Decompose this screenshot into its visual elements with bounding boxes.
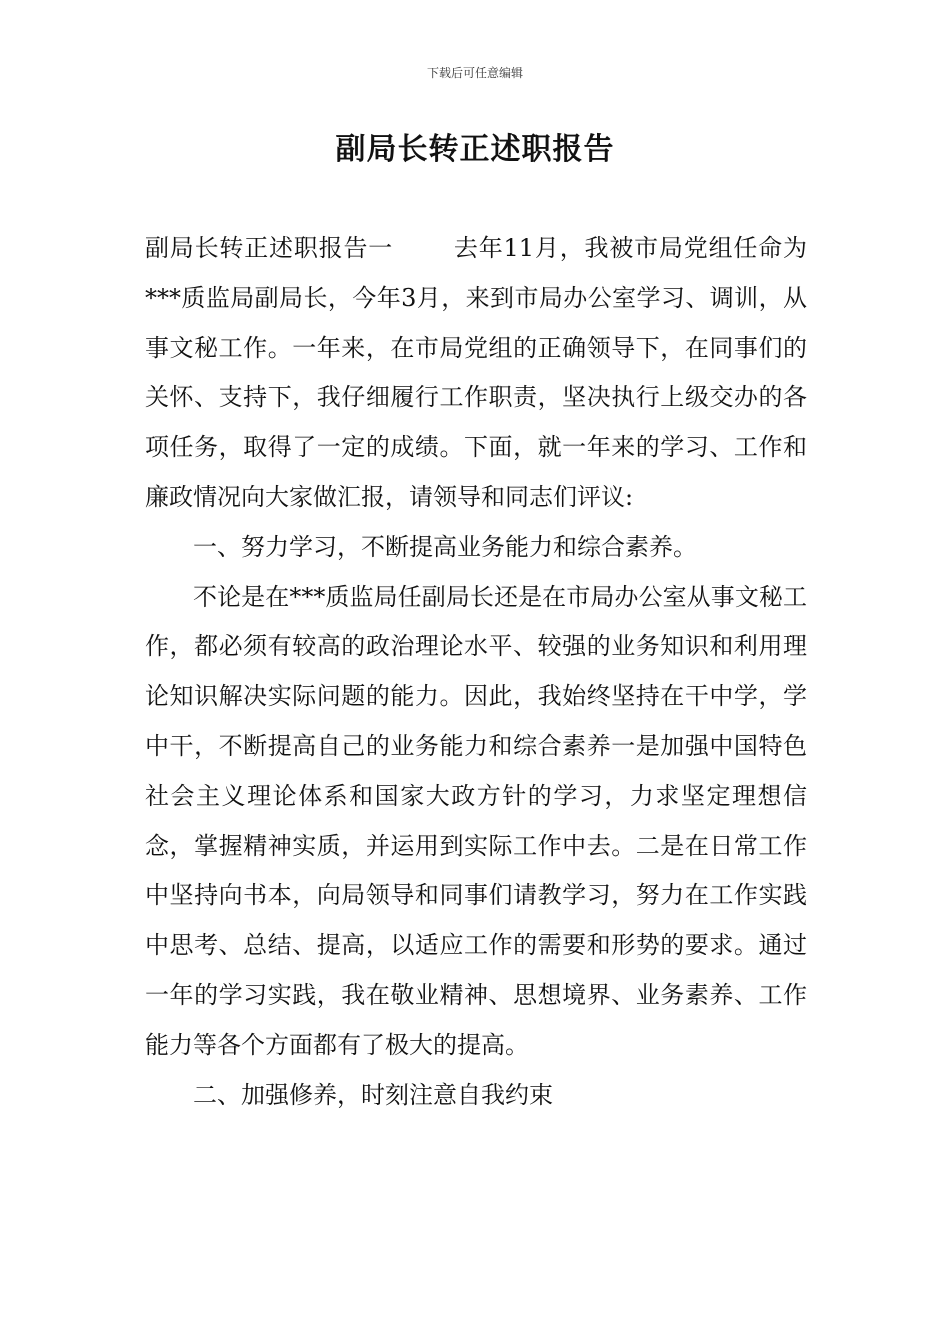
intro-text: 去年11月，我被市局党组任命为***质监局副局长，今年3月，来到市局办公室学习、调训，从事文秘工作。一年来，在市局党组的正确领导下，在同事们的关怀、支持下，我仔细履行工作职责，坚决执行上级交办的各项任务，取得了一定的成绩。下面，就一年来的学习、工作和廉政情况向大家做汇报，请领导和同志们评议: — [145, 234, 807, 511]
header-note: 下载后可任意编辑 — [426, 66, 523, 80]
document-title: 副局长转正述职报告 — [335, 132, 615, 167]
section-2-heading: 二、加强修养，时刻注意自我约束 — [193, 1080, 553, 1109]
document-body — [145, 224, 807, 1120]
intro-paragraph — [145, 224, 807, 523]
intro-label: 副局长转正述职报告一 — [145, 234, 394, 262]
section-1-heading: 一、努力学习，不断提高业务能力和综合素养。 — [193, 532, 697, 561]
section-1-body: 不论是在***质监局任副局长还是在市局办公室从事文秘工作，都必须有较高的政治理论水平、较强的业务知识和利用理论知识解决实际问题的能力。因此，我始终坚持在干中学，学中干，不断提高自己的业务能力和综合素养一是加强中国特色社会主义理论体系和国家大政方针的学习，力求坚定理想信念，掌握精神实质，并运用到实际工作中去。二是在日常工作中坚持向书本，向局领导和同事们请教学习，努力在工作实践中思考、总结、提高，以适应工作的需要和形势的要求。通过一年的学习实践，我在敬业精神、思想境界、业务素养、工作能力等各个方面都有了极大的提高。 — [145, 582, 807, 1059]
